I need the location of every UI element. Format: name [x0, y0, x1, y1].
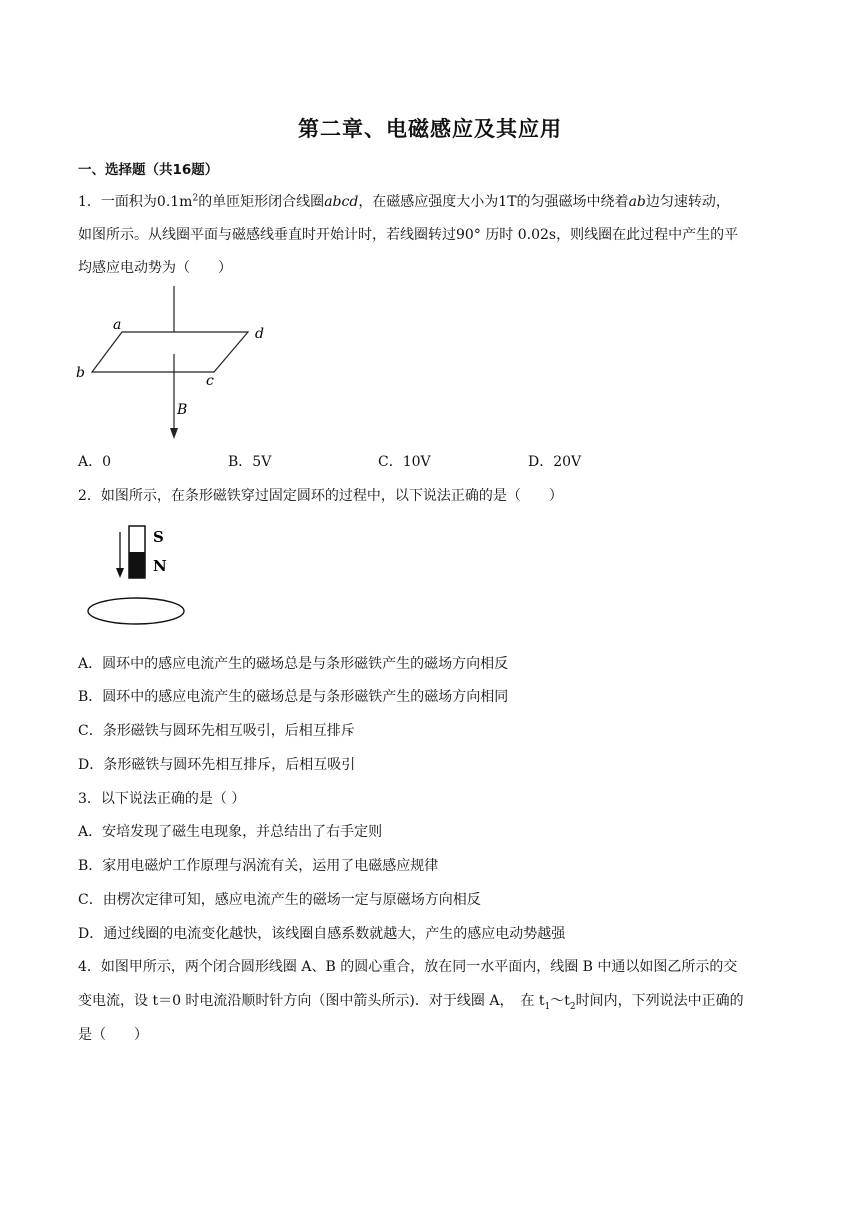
q3-option-b[interactable]: B．家用电磁炉工作原理与涡流有关，运用了电磁感应规律	[78, 858, 439, 874]
q1-coil-name: abcd	[324, 194, 359, 210]
q4-stem-line-1: 4．如图甲所示，两个闭合圆形线圈 A、B 的圆心重合，放在同一水平面内，线圈 B 中通以如图乙所示的交	[78, 959, 738, 975]
q1-coil-rectangle	[92, 332, 248, 372]
q1-coil-figure	[70, 282, 280, 442]
q1-text: 边匀速转动，	[645, 194, 730, 210]
q4-text: 变电流，设 t＝0 时电流沿顺时针方向（图中箭头所示)．对于线圈 A， 在 t	[78, 993, 545, 1009]
q4-stem-line-3: 是（ ）	[78, 1027, 148, 1043]
q2-label-n: N	[153, 557, 167, 575]
section-heading: 一、选择题（共16题）	[78, 162, 219, 178]
q1-stem-line-1	[78, 191, 730, 211]
q1-text: ，在磁感应强度大小为1T的匀强磁场中绕着	[358, 194, 629, 210]
q1-superscript: 2	[192, 193, 199, 204]
q2-magnet-figure	[82, 522, 202, 632]
q1-label-b: b	[76, 365, 85, 381]
q2-option-a[interactable]: A．圆环中的感应电流产生的磁场总是与条形磁铁产生的磁场方向相反	[78, 656, 509, 672]
q4-stem-line-2	[78, 990, 744, 1012]
q1-option-a[interactable]: A．0	[78, 454, 112, 470]
q1-edge-name: ab	[628, 194, 646, 210]
q2-motion-arrow-icon	[116, 568, 124, 578]
q4-subscript: 1	[544, 1001, 551, 1012]
q3-option-a[interactable]: A．安培发现了磁生电现象，并总结出了右手定则	[78, 824, 383, 840]
q3-option-c[interactable]: C．由楞次定律可知，感应电流产生的磁场一定与原磁场方向相反	[78, 892, 481, 908]
q1-field-arrow-icon	[170, 428, 178, 439]
q2-stem: 2．如图所示，在条形磁铁穿过固定圆环的过程中，以下说法正确的是（ ）	[78, 488, 563, 504]
q1-option-c[interactable]: C．10V	[378, 454, 431, 470]
page-title: 第二章、电磁感应及其应用	[298, 117, 562, 141]
q2-magnet-north	[129, 552, 145, 578]
q2-option-d[interactable]: D．条形磁铁与圆环先相互排斥，后相互吸引	[78, 757, 356, 773]
q4-subscript: 2	[569, 1001, 576, 1012]
q1-label-a: a	[113, 317, 122, 333]
q3-stem: 3．以下说法正确的是（ ）	[78, 791, 246, 807]
q4-text: ～t	[550, 993, 570, 1009]
q1-text: 1．一面积为0.1m	[78, 194, 193, 210]
q1-option-b[interactable]: B．5V	[228, 454, 272, 470]
q1-label-c: c	[206, 373, 214, 389]
q4-text: 时间内，下列说法中正确的	[575, 993, 744, 1009]
q1-option-d[interactable]: D．20V	[528, 454, 582, 470]
q1-label-d: d	[255, 326, 264, 342]
q1-label-B: B	[177, 402, 188, 418]
q2-ring	[88, 598, 184, 624]
q1-text: 的单匝矩形闭合线圈	[198, 194, 325, 210]
q2-option-c[interactable]: C．条形磁铁与圆环先相互吸引，后相互排斥	[78, 723, 355, 739]
q2-option-b[interactable]: B．圆环中的感应电流产生的磁场总是与条形磁铁产生的磁场方向相同	[78, 689, 509, 705]
q3-option-d[interactable]: D．通过线圈的电流变化越快，该线圈自感系数就越大，产生的感应电动势越强	[78, 926, 566, 942]
q2-label-s: S	[153, 528, 164, 546]
q1-stem-line-2: 如图所示。从线圈平面与磁感线垂直时开始计时，若线圈转过90° 历时 0.02s，则线圈在此过程中产生的平	[78, 227, 739, 243]
q1-stem-line-3: 均感应电动势为（ ）	[78, 260, 232, 276]
